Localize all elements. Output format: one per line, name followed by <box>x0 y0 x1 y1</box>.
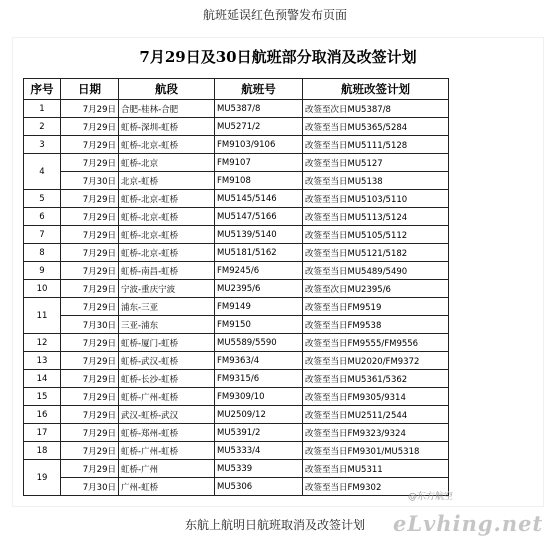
cell-plan: 改签至当日FM9302 <box>303 478 449 496</box>
cell-route: 虹桥-北京 <box>119 154 215 172</box>
document-title: 7月29日及30日航班部分取消及改签计划 <box>139 48 417 66</box>
cell-date: 7月29日 <box>61 424 119 442</box>
cell-route: 虹桥-北京-虹桥 <box>119 190 215 208</box>
schedule-table <box>23 78 449 496</box>
cell-seq: 11 <box>24 298 61 334</box>
cell-flight: MU2509/12 <box>215 406 303 424</box>
cell-plan: 改签至当日MU5121/5182 <box>303 244 449 262</box>
cell-flight: FM9108 <box>215 172 303 190</box>
cell-plan: 改签至当日FM9323/9324 <box>303 424 449 442</box>
cell-date: 7月29日 <box>61 190 119 208</box>
cell-seq: 14 <box>24 370 61 388</box>
cell-date: 7月29日 <box>61 226 119 244</box>
cell-date: 7月30日 <box>61 172 119 190</box>
cell-flight: FM9149 <box>215 298 303 316</box>
cell-route: 虹桥-北京-虹桥 <box>119 244 215 262</box>
table-row <box>24 478 449 496</box>
cell-date: 7月29日 <box>61 100 119 118</box>
cell-route: 武汉-虹桥-武汉 <box>119 406 215 424</box>
cell-date: 7月30日 <box>61 478 119 496</box>
cell-plan: 改签至当日FM9519 <box>303 298 449 316</box>
table-row <box>24 406 449 424</box>
cell-seq: 9 <box>24 262 61 280</box>
cell-flight: MU5339 <box>215 460 303 478</box>
header-route: 航段 <box>119 79 215 100</box>
cell-date: 7月29日 <box>61 262 119 280</box>
cell-date: 7月29日 <box>61 208 119 226</box>
cell-seq: 7 <box>24 226 61 244</box>
cell-seq: 6 <box>24 208 61 226</box>
cell-plan: 改签至当日MU2511/2544 <box>303 406 449 424</box>
table-row <box>24 244 449 262</box>
cell-plan: 改签至当日MU5365/5284 <box>303 118 449 136</box>
header-date: 日期 <box>61 79 119 100</box>
cell-flight: MU5387/8 <box>215 100 303 118</box>
cell-seq: 12 <box>24 334 61 352</box>
cell-route: 虹桥-广州-虹桥 <box>119 442 215 460</box>
cell-route: 虹桥-北京-虹桥 <box>119 136 215 154</box>
header-plan: 航班改签计划 <box>303 79 449 100</box>
cell-seq: 10 <box>24 280 61 298</box>
cell-route: 虹桥-厦门-虹桥 <box>119 334 215 352</box>
header-seq: 序号 <box>24 79 61 100</box>
cell-date: 7月29日 <box>61 460 119 478</box>
cell-flight: FM9103/9106 <box>215 136 303 154</box>
cell-flight: FM9309/10 <box>215 388 303 406</box>
cell-date: 7月29日 <box>61 388 119 406</box>
cell-flight: MU5306 <box>215 478 303 496</box>
cell-flight: MU5333/4 <box>215 442 303 460</box>
cell-date: 7月29日 <box>61 370 119 388</box>
table-row <box>24 298 449 316</box>
cell-plan: 改签至次日MU5387/8 <box>303 100 449 118</box>
cell-seq: 8 <box>24 244 61 262</box>
cell-seq: 4 <box>24 154 61 190</box>
cell-flight: MU5589/5590 <box>215 334 303 352</box>
cell-plan: 改签至当日FM9538 <box>303 316 449 334</box>
cell-seq: 18 <box>24 442 61 460</box>
cell-flight: FM9150 <box>215 316 303 334</box>
cell-plan: 改签至当日MU5311 <box>303 460 449 478</box>
cell-seq: 17 <box>24 424 61 442</box>
table-row <box>24 190 449 208</box>
cell-flight: MU5145/5146 <box>215 190 303 208</box>
table-row <box>24 226 449 244</box>
top-caption: 航班延误红色预警发布页面 <box>202 8 347 22</box>
cell-plan: 改签至当日MU5489/5490 <box>303 262 449 280</box>
cell-seq: 2 <box>24 118 61 136</box>
cell-flight: FM9245/6 <box>215 262 303 280</box>
cell-plan: 改签至当日MU5138 <box>303 172 449 190</box>
cell-date: 7月29日 <box>61 334 119 352</box>
cell-flight: FM9363/4 <box>215 352 303 370</box>
cell-route: 虹桥-郑州-虹桥 <box>119 424 215 442</box>
cell-route: 虹桥-深圳-虹桥 <box>119 118 215 136</box>
cell-seq: 3 <box>24 136 61 154</box>
cell-route: 广州-虹桥 <box>119 478 215 496</box>
cell-plan: 改签至当日MU5105/5112 <box>303 226 449 244</box>
cell-date: 7月29日 <box>61 298 119 316</box>
weibo-watermark: @东方航空 <box>408 492 454 502</box>
table-row <box>24 118 449 136</box>
cell-plan: 改签至当日MU5127 <box>303 154 449 172</box>
cell-date: 7月29日 <box>61 352 119 370</box>
table-row <box>24 154 449 172</box>
cell-plan: 改签至当日MU2020/FM9372 <box>303 352 449 370</box>
cell-seq: 16 <box>24 406 61 424</box>
table-row <box>24 100 449 118</box>
header-flight: 航班号 <box>215 79 303 100</box>
cell-route: 北京-虹桥 <box>119 172 215 190</box>
cell-route: 虹桥-北京-虹桥 <box>119 226 215 244</box>
bottom-caption: 东航上航明日航班取消及改签计划 <box>184 518 365 532</box>
table-row <box>24 280 449 298</box>
cell-plan: 改签至当日MU5111/5128 <box>303 136 449 154</box>
cell-plan: 改签至当日MU5103/5110 <box>303 190 449 208</box>
cell-route: 三亚-浦东 <box>119 316 215 334</box>
table-row <box>24 352 449 370</box>
cell-date: 7月29日 <box>61 244 119 262</box>
cell-date: 7月29日 <box>61 406 119 424</box>
site-watermark-logo: eLvhing.net <box>393 511 544 536</box>
cell-date: 7月30日 <box>61 316 119 334</box>
cell-route: 浦东-三亚 <box>119 298 215 316</box>
cell-seq: 13 <box>24 352 61 370</box>
cell-plan: 改签至当日MU5361/5362 <box>303 370 449 388</box>
table-row <box>24 460 449 478</box>
cell-route: 虹桥-北京-虹桥 <box>119 208 215 226</box>
table-row <box>24 424 449 442</box>
table-row <box>24 442 449 460</box>
cell-flight: MU2395/6 <box>215 280 303 298</box>
table-row <box>24 208 449 226</box>
table-row <box>24 262 449 280</box>
table-row <box>24 136 449 154</box>
cell-route: 合肥-桂林-合肥 <box>119 100 215 118</box>
cell-seq: 15 <box>24 388 61 406</box>
cell-date: 7月29日 <box>61 442 119 460</box>
cell-route: 虹桥-武汉-虹桥 <box>119 352 215 370</box>
cell-plan: 改签至当日FM9555/FM9556 <box>303 334 449 352</box>
cell-route: 虹桥-广州-虹桥 <box>119 388 215 406</box>
cell-flight: MU5391/2 <box>215 424 303 442</box>
cell-route: 虹桥-广州 <box>119 460 215 478</box>
cell-plan: 改签至当日MU5113/5124 <box>303 208 449 226</box>
cell-route: 虹桥-长沙-虹桥 <box>119 370 215 388</box>
cell-flight: MU5271/2 <box>215 118 303 136</box>
cell-seq: 1 <box>24 100 61 118</box>
table-row <box>24 316 449 334</box>
cell-date: 7月29日 <box>61 136 119 154</box>
cell-date: 7月29日 <box>61 280 119 298</box>
cell-flight: MU5139/5140 <box>215 226 303 244</box>
cell-flight: FM9107 <box>215 154 303 172</box>
cell-plan: 改签至次日MU2395/6 <box>303 280 449 298</box>
table-row <box>24 334 449 352</box>
table-row <box>24 370 449 388</box>
table-row <box>24 388 449 406</box>
cell-flight: MU5181/5162 <box>215 244 303 262</box>
cell-plan: 改签至当日FM9301/MU5318 <box>303 442 449 460</box>
cell-flight: FM9315/6 <box>215 370 303 388</box>
cell-plan: 改签至当日FM9305/9314 <box>303 388 449 406</box>
cell-seq: 5 <box>24 190 61 208</box>
cell-route: 虹桥-南昌-虹桥 <box>119 262 215 280</box>
table-header-row <box>24 79 449 100</box>
table-row <box>24 172 449 190</box>
cell-route: 宁波-重庆宁波 <box>119 280 215 298</box>
cell-flight: MU5147/5166 <box>215 208 303 226</box>
cell-date: 7月29日 <box>61 118 119 136</box>
cell-seq: 19 <box>24 460 61 496</box>
cell-date: 7月29日 <box>61 154 119 172</box>
